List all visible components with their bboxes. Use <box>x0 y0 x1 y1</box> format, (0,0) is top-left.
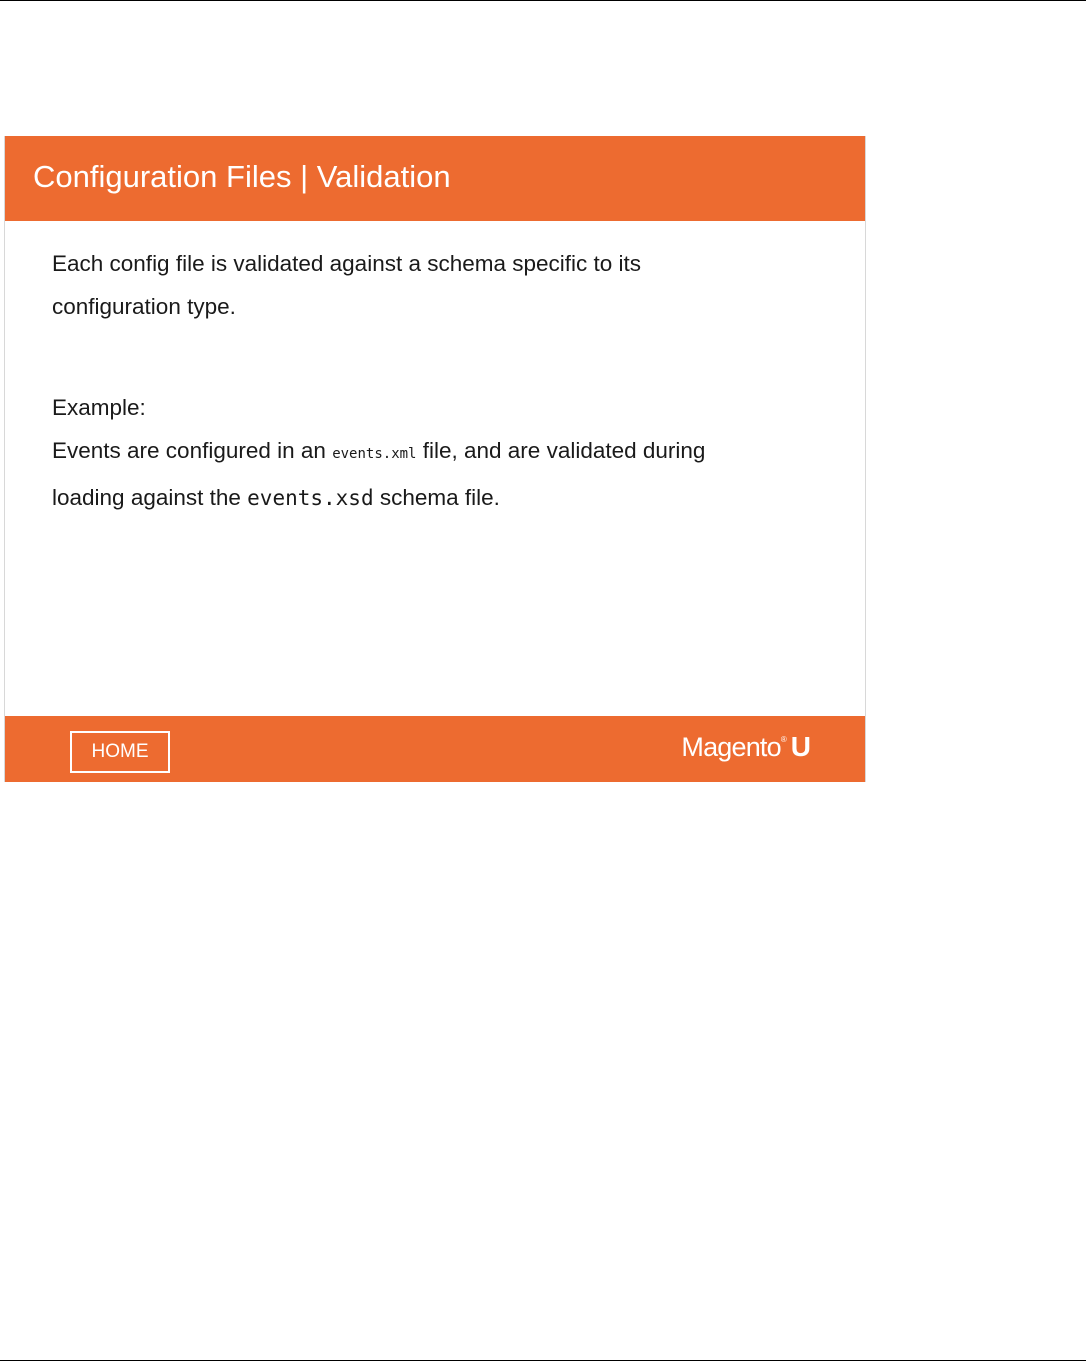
example-line-1 <box>52 429 832 476</box>
registered-mark: ® <box>780 735 787 744</box>
example-line-2-after: schema file. <box>373 485 500 510</box>
example-line-2 <box>52 476 832 520</box>
page-top-rule <box>0 0 1086 1</box>
example-label: Example: <box>52 395 146 420</box>
page-bottom-rule <box>0 1360 1086 1361</box>
slide <box>4 136 866 782</box>
slide-header <box>5 136 865 221</box>
slide-body <box>52 242 832 520</box>
brand-suffix: U <box>790 731 811 762</box>
magento-u-logo <box>681 731 811 767</box>
example-line-1-after: file, and are validated during <box>416 438 706 463</box>
slide-title: Configuration Files | Validation <box>33 159 451 194</box>
home-button[interactable]: HOME <box>70 731 170 773</box>
intro-line-1: Each config file is validated against a schema specific to its <box>52 251 642 276</box>
intro-line-2: configuration type. <box>52 294 236 319</box>
example-line-1-before: Events are configured in an <box>52 438 333 463</box>
brand-name: Magento <box>681 732 781 762</box>
events-xml-code: events.xml <box>332 446 417 462</box>
events-xsd-code: events.xsd <box>247 486 374 510</box>
slide-footer <box>5 716 865 782</box>
example-line-2-before: loading against the <box>52 485 248 510</box>
paragraph-gap <box>52 328 832 386</box>
